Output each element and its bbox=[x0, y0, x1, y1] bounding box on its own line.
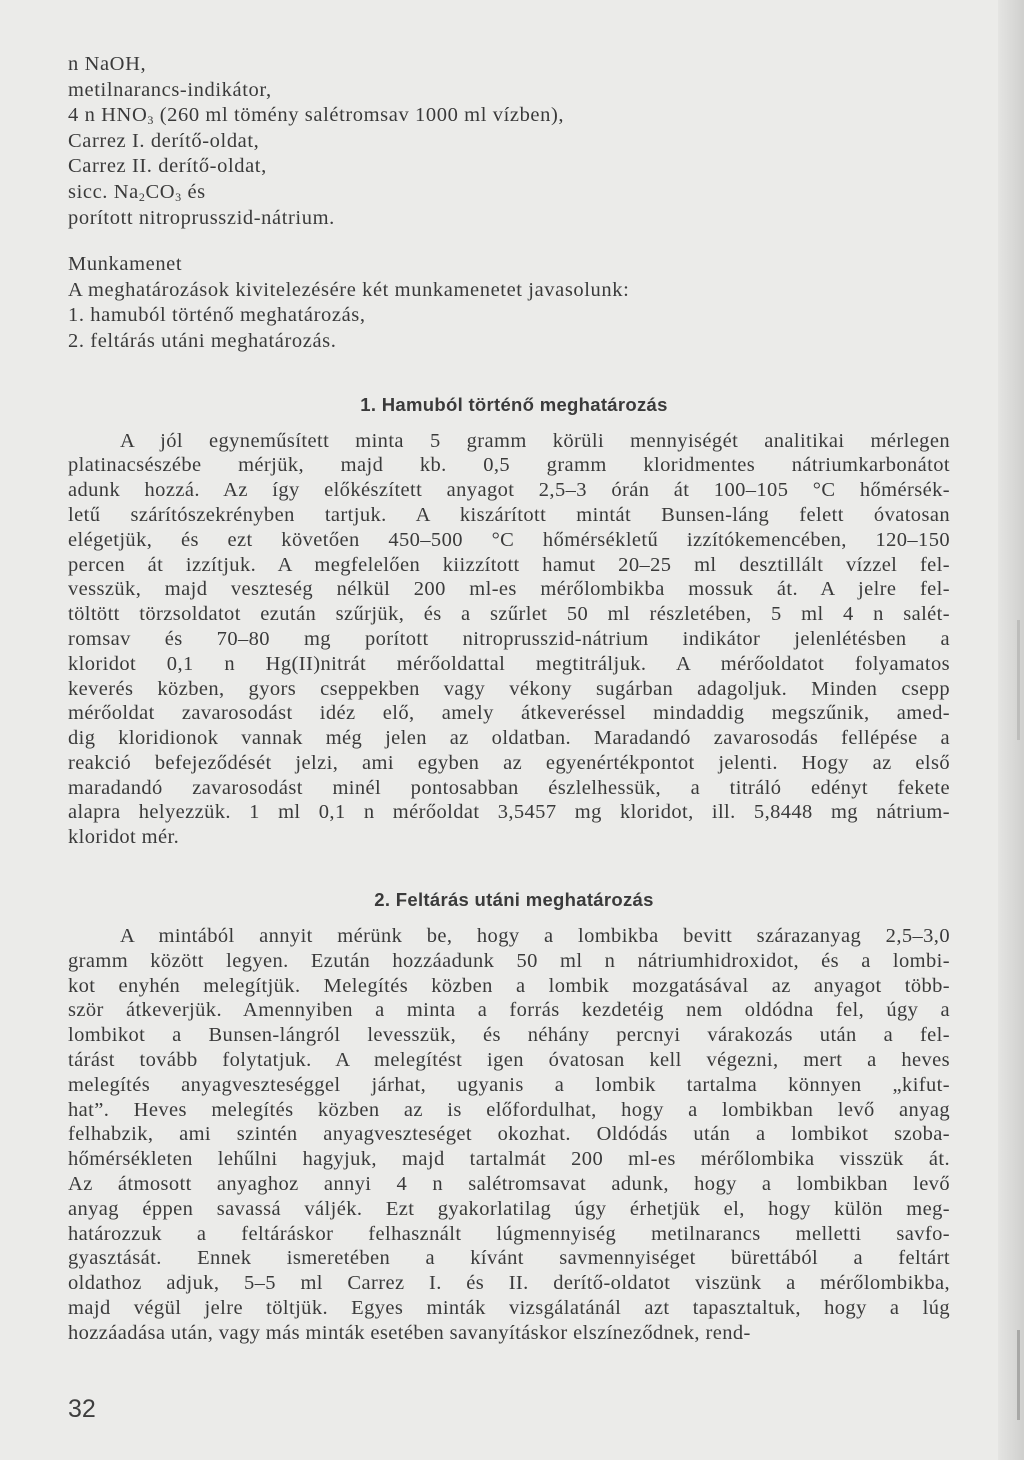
text-line: anyag éppen savassá váljék. Ezt gyakorlatilag úgy érhetjük el, hogy külön meg- bbox=[68, 1197, 950, 1220]
text-line: hőmérsékleten lehűlni hagyjuk, majd tartalmát 200 ml-es mérőlombika visszük át. bbox=[68, 1148, 950, 1171]
text-line: A mintából annyit mérünk be, hogy a lombikba bevitt szárazanyag 2,5–3,0 bbox=[120, 925, 950, 948]
text-line: gramm között legyen. Ezután hozzáadunk 50 ml n nátriumhidroxidot, és a lombi- bbox=[68, 949, 950, 972]
text-line: hozzáadása után, vagy más minták esetében savanyításkor elszíneződnek, rend- bbox=[68, 1321, 751, 1344]
text-line: elégetjük, és ezt követően 450–500 °C hőmérsékletű izzítókemencében, 120–150 bbox=[68, 528, 950, 551]
text-line: alapra helyezzük. 1 ml 0,1 n mérőoldat 3,5457 mg kloridot, ill. 5,8448 mg nátrium- bbox=[68, 801, 950, 824]
reagent-line bbox=[68, 180, 950, 206]
reagent-text: CO bbox=[145, 180, 176, 203]
text-line: gyasztását. Ennek ismeretében a kívánt savmennyiséget bürettából a feltárt bbox=[68, 1247, 950, 1270]
text-line: hat”. Heves melegítés közben az is előfordulhat, hogy a lombikban levő anyag bbox=[68, 1098, 950, 1121]
text-line: romsav és 70–80 mg porított nitroprusszid-nátrium indikátor jelenlétésben a bbox=[68, 627, 950, 650]
text-line: adunk hozzá. Az így előkészített anyagot 2,5–3 órán át 100–105 °C hőmérsék- bbox=[68, 479, 950, 502]
method-item: 1. hamuból történő meghatározás, bbox=[68, 304, 366, 327]
text-line: maradandó zavarosodást minél pontosabban észlelhessük, a titráló edényt fekete bbox=[68, 776, 950, 799]
intro-text: A meghatározások kivitelezésére két munkamenetet javasolunk: bbox=[68, 278, 630, 301]
edge-mark bbox=[1017, 620, 1020, 740]
text-line: reakció befejeződését jelzi, ami egyben az egyenértékpontot jelenti. Hogy az első bbox=[68, 751, 950, 774]
text-line: keverés közben, gyors cseppekben vagy vékony sugárban adagoljuk. Minden csepp bbox=[68, 677, 950, 700]
text-line: dig kloridionok vannak még jelen az oldatban. Maradandó zavarosodás fellépése a bbox=[68, 727, 950, 750]
reagent-line: metilnarancs-indikátor, bbox=[68, 78, 272, 101]
reagent-line: Carrez II. derítő-oldat, bbox=[68, 155, 267, 178]
edge-mark bbox=[1017, 1330, 1020, 1420]
subscript: 3 bbox=[147, 113, 154, 128]
text-line: töltött törzsoldatot ezután szűrjük, és a szűrlet 50 ml részletében, 5 ml 4 n salét- bbox=[68, 603, 950, 626]
text-line: vesszük, majd veszteség nélkül 200 ml-es mérőlombikba mossuk át. A jelre fel- bbox=[68, 578, 950, 601]
text-line: kot enyhén melegítjük. Melegítés közben a lombik mozgatásával az anyagot több- bbox=[68, 974, 950, 997]
reagent-text: (260 ml tömény salétromsav 1000 ml vízben), bbox=[153, 104, 565, 127]
page-content bbox=[68, 52, 950, 1346]
text-line: lombikot a Bunsen-lángról levesszük, és néhány percnyi várakozás után a fel- bbox=[68, 1024, 950, 1047]
subscript: 3 bbox=[175, 189, 182, 204]
text-line: felhabzik, ami szintén anyagveszteséget okozhat. Oldódás után a lombikot szoba- bbox=[68, 1123, 950, 1146]
subsection-title: Munkamenet bbox=[68, 253, 183, 276]
reagent-line: n NaOH, bbox=[68, 53, 147, 75]
reagent-line: porított nitroprusszid-nátrium. bbox=[68, 206, 335, 229]
page-number: 32 bbox=[68, 1395, 96, 1423]
method-item: 2. feltárás utáni meghatározás. bbox=[68, 329, 337, 352]
subscript: 2 bbox=[138, 189, 146, 204]
text-line: melegítés anyagveszteséggel járhat, ugyanis a lombik tartalma könnyen „kifut- bbox=[68, 1073, 950, 1096]
section-heading: 2. Feltárás utáni meghatározás bbox=[374, 889, 654, 911]
text-line: tárást tovább folytatjuk. A melegítést igen óvatosan kell végezni, mert a heves bbox=[68, 1049, 950, 1072]
text-line: kloridot 0,1 n Hg(II)nitrát mérőoldattal megtitráljuk. A mérőoldatot folyamatos bbox=[68, 652, 950, 675]
page-edge bbox=[998, 0, 1024, 1460]
text-line: ször átkeverjük. Amennyiben a minta a forrás kezdetéig nem oldódna fel, úgy a bbox=[68, 999, 950, 1022]
text-line: percen át izzítjuk. A megfelelően kiizzított hamut 20–25 ml desztillált vízzel fel- bbox=[68, 553, 950, 576]
text-line: letű szárítószekrényben tartjuk. A kiszárított mintát Bunsen-láng felett óvatosan bbox=[68, 503, 950, 526]
text-line: oldathoz adjuk, 5–5 ml Carrez I. és II. derítő-oldatot viszünk a mérőlombikba, bbox=[68, 1272, 950, 1295]
text-line: mérőoldat zavarosodást idéz elő, amely átkeveréssel mindaddig megszűnik, amed- bbox=[68, 702, 950, 725]
section-paragraph bbox=[68, 924, 950, 1346]
reagent-text: sicc. Na bbox=[68, 180, 139, 203]
reagent-text: és bbox=[181, 180, 206, 203]
section-paragraph bbox=[68, 429, 950, 851]
text-line: kloridot mér. bbox=[68, 826, 180, 849]
text-line: A jól egyneműsített minta 5 gramm körüli mennyiségét analitikai mérlegen bbox=[120, 429, 950, 452]
section-heading: 1. Hamuból történő meghatározás bbox=[360, 393, 668, 415]
text-line: platinacsészébe mérjük, majd kb. 0,5 gramm kloridmentes nátriumkarbonátot bbox=[68, 454, 950, 477]
reagent-line bbox=[68, 103, 950, 129]
text-line: Az átmosott anyaghoz annyi 4 n salétromsavat adunk, hogy a lombikban levő bbox=[68, 1173, 950, 1196]
reagent-text: 4 n HNO bbox=[68, 104, 148, 127]
reagent-line: Carrez I. derítő-oldat, bbox=[68, 129, 260, 152]
text-line: majd végül jelre töltjük. Egyes minták vizsgálatánál azt tapasztaltuk, hogy a lúg bbox=[68, 1297, 950, 1320]
text-line: határozzuk a feltáráskor felhasznált lúgmennyiség metilnarancs melletti savfo- bbox=[68, 1222, 950, 1245]
